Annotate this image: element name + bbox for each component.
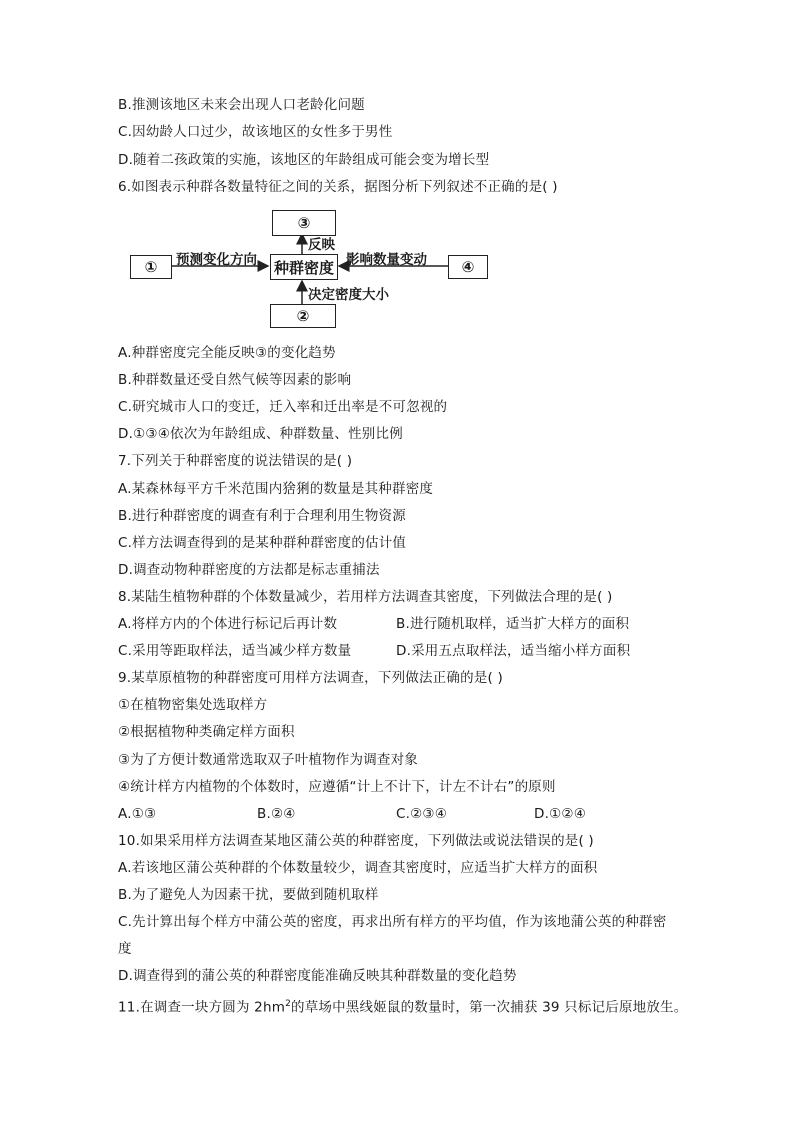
q8-option-b: B.进行随机取样，适当扩大样方的面积: [396, 616, 630, 632]
q6-option-b: B.种群数量还受自然气候等因素的影响: [118, 372, 352, 388]
q6-option-a: A.种群密度完全能反映③的变化趋势: [118, 345, 336, 361]
q10-option-c-line1: C.先计算出每个样方中蒲公英的密度，再求出所有样方的平均值，作为该地蒲公英的种群密: [118, 914, 667, 930]
q7-option-d: D.调查动物种群密度的方法都是标志重捕法: [118, 562, 380, 578]
q6-option-c: C.研究城市人口的变迁，迁入率和迁出率是不可忽视的: [118, 399, 448, 415]
population-diagram: [130, 208, 490, 330]
box-center: 种群密度: [270, 254, 338, 280]
box-2: ②: [270, 304, 336, 328]
q7-option-a: A.某森林每平方千米范围内猞猁的数量是其种群密度: [118, 481, 434, 497]
q10-option-b: B.为了避免人为因素干扰，要做到随机取样: [118, 887, 379, 903]
q9-statement-1: ①在植物密集处选取样方: [118, 697, 268, 713]
q6-option-d: D.①③④依次为年龄组成、种群数量、性别比例: [118, 426, 403, 442]
q9-statement-4: ④统计样方内植物的个体数时，应遵循“计上不计下，计左不计右”的原则: [118, 779, 556, 795]
q10-option-a: A.若该地区蒲公英种群的个体数量较少，调查其密度时，应适当扩大样方的面积: [118, 860, 598, 876]
q8-row-ab: [118, 615, 630, 633]
label-determine: 决定密度大小: [308, 287, 389, 303]
q6-stem: 6.如图表示种群各数量特征之间的关系，据图分析下列叙述不正确的是( ): [118, 179, 558, 195]
q7-option-b: B.进行种群密度的调查有利于合理利用生物资源: [118, 508, 406, 524]
q10-stem: 10.如果采用样方法调查某地区蒲公英的种群密度，下列做法或说法错误的是( ): [118, 833, 594, 849]
q9-stem: 9.某草原植物的种群密度可用样方法调查，下列做法正确的是( ): [118, 670, 503, 686]
box-4: ④: [448, 255, 488, 279]
q11-stem: 11.在调查一块方圆为 $2hm^2$的草场中黑线姬鼠的数量时，第一次捕获 39 只标记后原地放生。: [118, 999, 688, 1016]
q9-statement-3: ③为了方便计数通常选取双子叶植物作为调查对象: [118, 752, 419, 768]
q10-option-c-line2: 度: [118, 941, 132, 957]
q8-option-d: D.采用五点取样法，适当缩小样方面积: [396, 643, 631, 659]
q9-option-b: B.②④: [257, 806, 296, 822]
q8-stem: 8.某陆生植物种群的个体数量减少，若用样方法调查其密度，下列做法合理的是( ): [118, 589, 613, 605]
q7-stem: 7.下列关于种群密度的说法错误的是( ): [118, 453, 353, 469]
q8-option-a: A.将样方内的个体进行标记后再计数: [118, 616, 338, 632]
box-1: ①: [130, 255, 172, 279]
label-affect: 影响数量变动: [346, 252, 427, 268]
q10-option-d: D.调查得到的蒲公英的种群密度能准确反映其种群数量的变化趋势: [118, 968, 517, 984]
q7-option-c: C.样方法调查得到的是某种群种群密度的估计值: [118, 535, 407, 551]
q5-option-d: D.随着二孩政策的实施，该地区的年龄组成可能会变为增长型: [118, 152, 490, 168]
box-3: ③: [272, 210, 336, 236]
q9-option-d: D.①②④: [534, 806, 586, 822]
q9-statement-2: ②根据植物种类确定样方面积: [118, 724, 295, 740]
label-predict: 预测变化方向: [176, 252, 257, 268]
q5-option-c: C.因幼龄人口过少，故该地区的女性多于男性: [118, 124, 393, 140]
label-reflect: 反映: [308, 237, 335, 253]
q8-row-cd: [118, 642, 631, 660]
q5-option-b: B.推测该地区未来会出现人口老龄化问题: [118, 97, 365, 113]
q8-option-c: C.采用等距取样法，适当减少样方数量: [118, 643, 352, 659]
q9-option-a: A.①③: [118, 806, 157, 822]
q9-option-c: C.②③④: [396, 806, 448, 822]
